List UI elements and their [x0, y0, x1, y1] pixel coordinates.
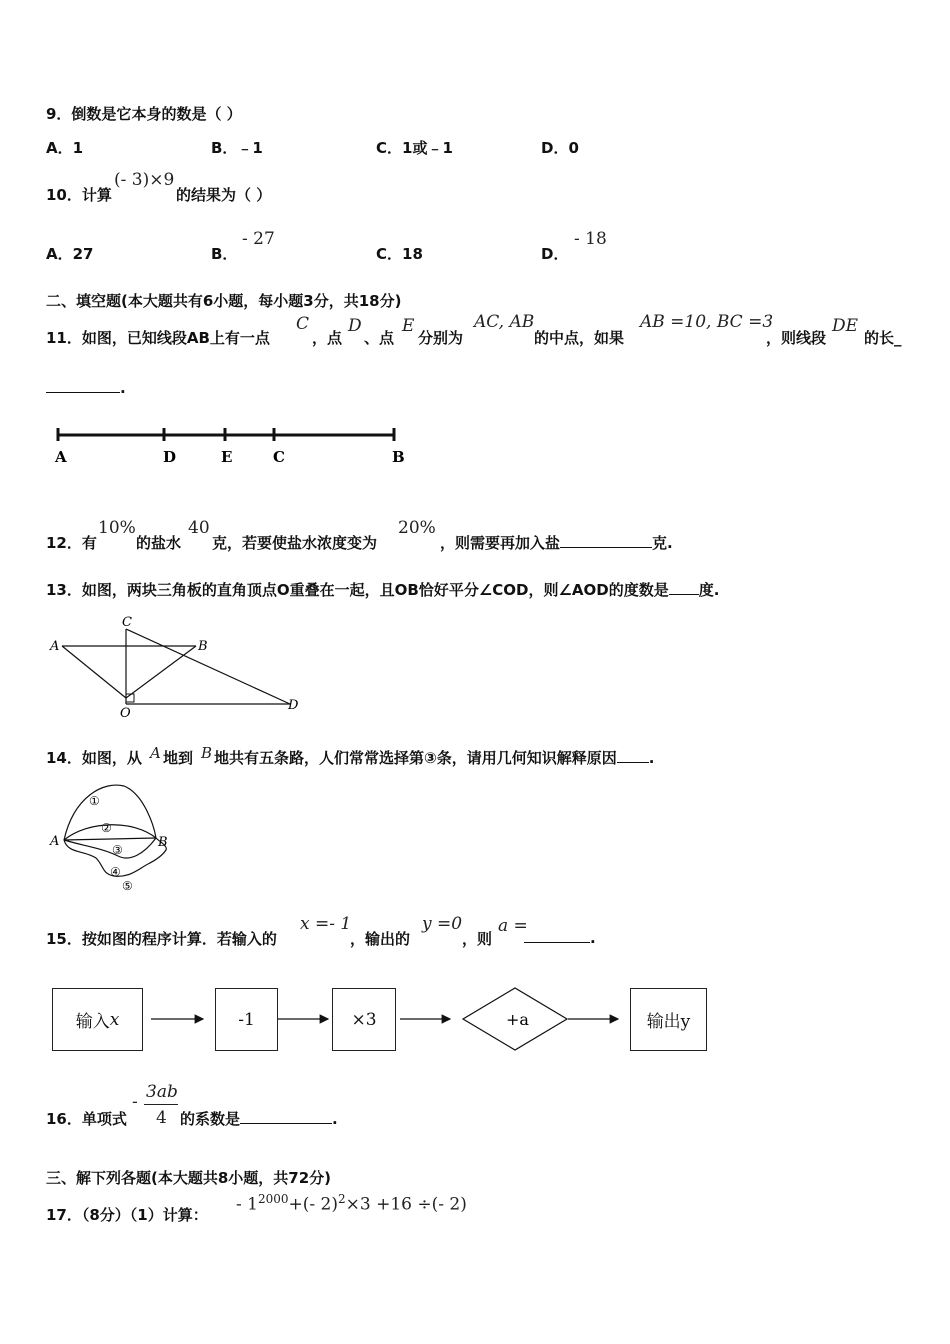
- q14-label-a: A: [50, 834, 60, 849]
- q11-condition: AB =10, BC =3: [640, 312, 774, 332]
- q13-label-a: A: [50, 639, 60, 654]
- q12-mass: 40: [188, 518, 210, 538]
- flow-minus-one-box: -1: [215, 988, 278, 1051]
- q12-concentration-1: 10%: [98, 518, 136, 538]
- q17-term-a: - 1: [236, 1194, 258, 1215]
- q17-term-c: ×3 +16 ÷(- 2): [345, 1194, 467, 1215]
- q11-point-d: D: [348, 316, 362, 336]
- q15-text-1: 15．按如图的程序计算．若输入的: [46, 930, 277, 948]
- q13-stem: 13．如图，两块三角板的直角顶点O重叠在一起，且OB恰好平分∠COD，则∠AOD的度数是: [46, 581, 669, 599]
- q9-option-a: A．1: [46, 139, 84, 157]
- q10-option-b-value: - 27: [242, 229, 275, 249]
- q11-label-d: D: [163, 448, 177, 466]
- q15-text-3: ，则: [462, 930, 493, 948]
- q14-line-rest: [214, 747, 654, 768]
- q14-paths-figure: [44, 776, 184, 896]
- q12-text-4: [440, 532, 673, 553]
- q11-text-4: 分别为: [418, 329, 464, 347]
- q16-line-rest: [180, 1108, 338, 1129]
- q13-label-d: D: [288, 698, 299, 713]
- q15-input-value: x =- 1: [300, 914, 352, 934]
- q13-line: [46, 579, 719, 600]
- q9-option-b: B．﹣1: [211, 139, 263, 157]
- q12-text-3: 克，若要使盐水浓度变为: [212, 534, 378, 552]
- q13-triangles-figure: [44, 612, 314, 722]
- q11-text-6: ，则线段: [766, 329, 827, 347]
- q17-term-b: +(- 2): [288, 1194, 338, 1215]
- q16-text-1: 16．单项式: [46, 1110, 127, 1128]
- q16-tail: .: [332, 1110, 338, 1128]
- section-2-title: 二、填空题(本大题共有6小题，每小题3分，共18分): [46, 292, 402, 310]
- q10-option-c: C．18: [376, 245, 423, 263]
- q11-label-c: C: [273, 448, 285, 466]
- q11-answer-line: [46, 378, 126, 397]
- flow-times-three-box: ×3: [332, 988, 396, 1051]
- q14-point-b: B: [201, 744, 213, 762]
- q10-stem-post: 的结果为（ ）: [176, 186, 272, 204]
- q17-exp-a: 2000: [257, 1192, 289, 1206]
- q15-output-value: y =0: [422, 914, 463, 934]
- q12-text-4-label: ，则需要再加入盐: [440, 534, 561, 552]
- q11-text-3: 、点: [364, 329, 395, 347]
- q15-text-2: ，输出的: [350, 930, 411, 948]
- q11-text-2: ，点: [312, 329, 343, 347]
- q11-tail: .: [120, 379, 126, 397]
- q13-label-b: B: [198, 639, 208, 654]
- q14-route-4: ④: [110, 865, 121, 879]
- flow-output-box: 输出y: [630, 988, 707, 1051]
- q11-segment-figure: [50, 420, 420, 470]
- q14-tail: .: [648, 749, 655, 767]
- q12-text-5: 克.: [652, 534, 673, 552]
- q9-option-d: D．0: [541, 139, 579, 157]
- q9-stem: 9．倒数是它本身的数是（ ）: [46, 105, 242, 123]
- flow-connectors: [0, 980, 950, 1060]
- q10-option-a: A．27: [46, 245, 94, 263]
- q12-concentration-2: 20%: [398, 518, 436, 538]
- q12-text-1: 12．有: [46, 534, 97, 552]
- q9-option-c: C．1或﹣1: [376, 139, 453, 157]
- q14-route-3: ③: [112, 843, 123, 857]
- q10-stem-pre: 10．计算: [46, 186, 112, 204]
- q11-point-e: E: [402, 316, 415, 336]
- q10-expression: (- 3)×9: [114, 170, 175, 190]
- q14-route-1: ①: [89, 794, 100, 808]
- flow-input-var: x: [109, 1009, 120, 1030]
- q15-variable-a: a =: [498, 916, 528, 936]
- q17-exp-b: 2: [338, 1192, 346, 1206]
- q14-text-3: 地共有五条路，人们常常选择第③条，请用几何知识解释原因: [214, 749, 617, 767]
- q11-text-5: 的中点，如果: [534, 329, 625, 347]
- q14-text-2: 地到: [163, 749, 194, 767]
- q14-route-5: ⑤: [122, 879, 133, 893]
- q11-segments: AC, AB: [474, 312, 535, 332]
- q16-text-2: 的系数是: [180, 1110, 241, 1128]
- q16-fraction-bar: [144, 1104, 178, 1105]
- q16-denominator: 4: [156, 1108, 167, 1128]
- flow-input-text: 输入: [75, 1012, 110, 1032]
- q13-tail: 度.: [698, 581, 720, 599]
- q13-label-c: C: [122, 615, 132, 630]
- q16-minus: -: [132, 1092, 138, 1112]
- q14-text-1: 14．如图，从: [46, 749, 142, 767]
- q10-option-d: D．: [541, 245, 569, 263]
- q11-text-7: 的长_: [864, 329, 902, 347]
- q14-route-2: ②: [101, 821, 112, 835]
- q15-answer: [524, 928, 596, 947]
- q12-text-2: 的盐水: [136, 534, 182, 552]
- q11-label-b: B: [392, 448, 405, 466]
- section-3-title: 三、解下列各题(本大题共8小题，共72分): [46, 1169, 332, 1187]
- q13-label-o: O: [120, 706, 131, 721]
- q16-numerator: 3ab: [146, 1082, 178, 1102]
- q11-segment-de: DE: [832, 316, 859, 336]
- q15-tail: .: [590, 929, 596, 947]
- flow-add-a-label: +a: [506, 1010, 529, 1029]
- q11-label-a: A: [55, 448, 67, 466]
- q10-option-b: B．: [211, 245, 238, 263]
- q14-point-a: A: [150, 744, 161, 762]
- q14-label-b: B: [158, 835, 168, 850]
- q17-text-1: 17．（8分）（1）计算：: [46, 1206, 208, 1224]
- q10-option-d-value: - 18: [574, 229, 607, 249]
- q11-point-c: C: [296, 314, 310, 334]
- q11-text-1: 11．如图，已知线段AB上有一点: [46, 329, 270, 347]
- q11-label-e: E: [221, 448, 233, 466]
- q17-expression: [236, 1192, 467, 1215]
